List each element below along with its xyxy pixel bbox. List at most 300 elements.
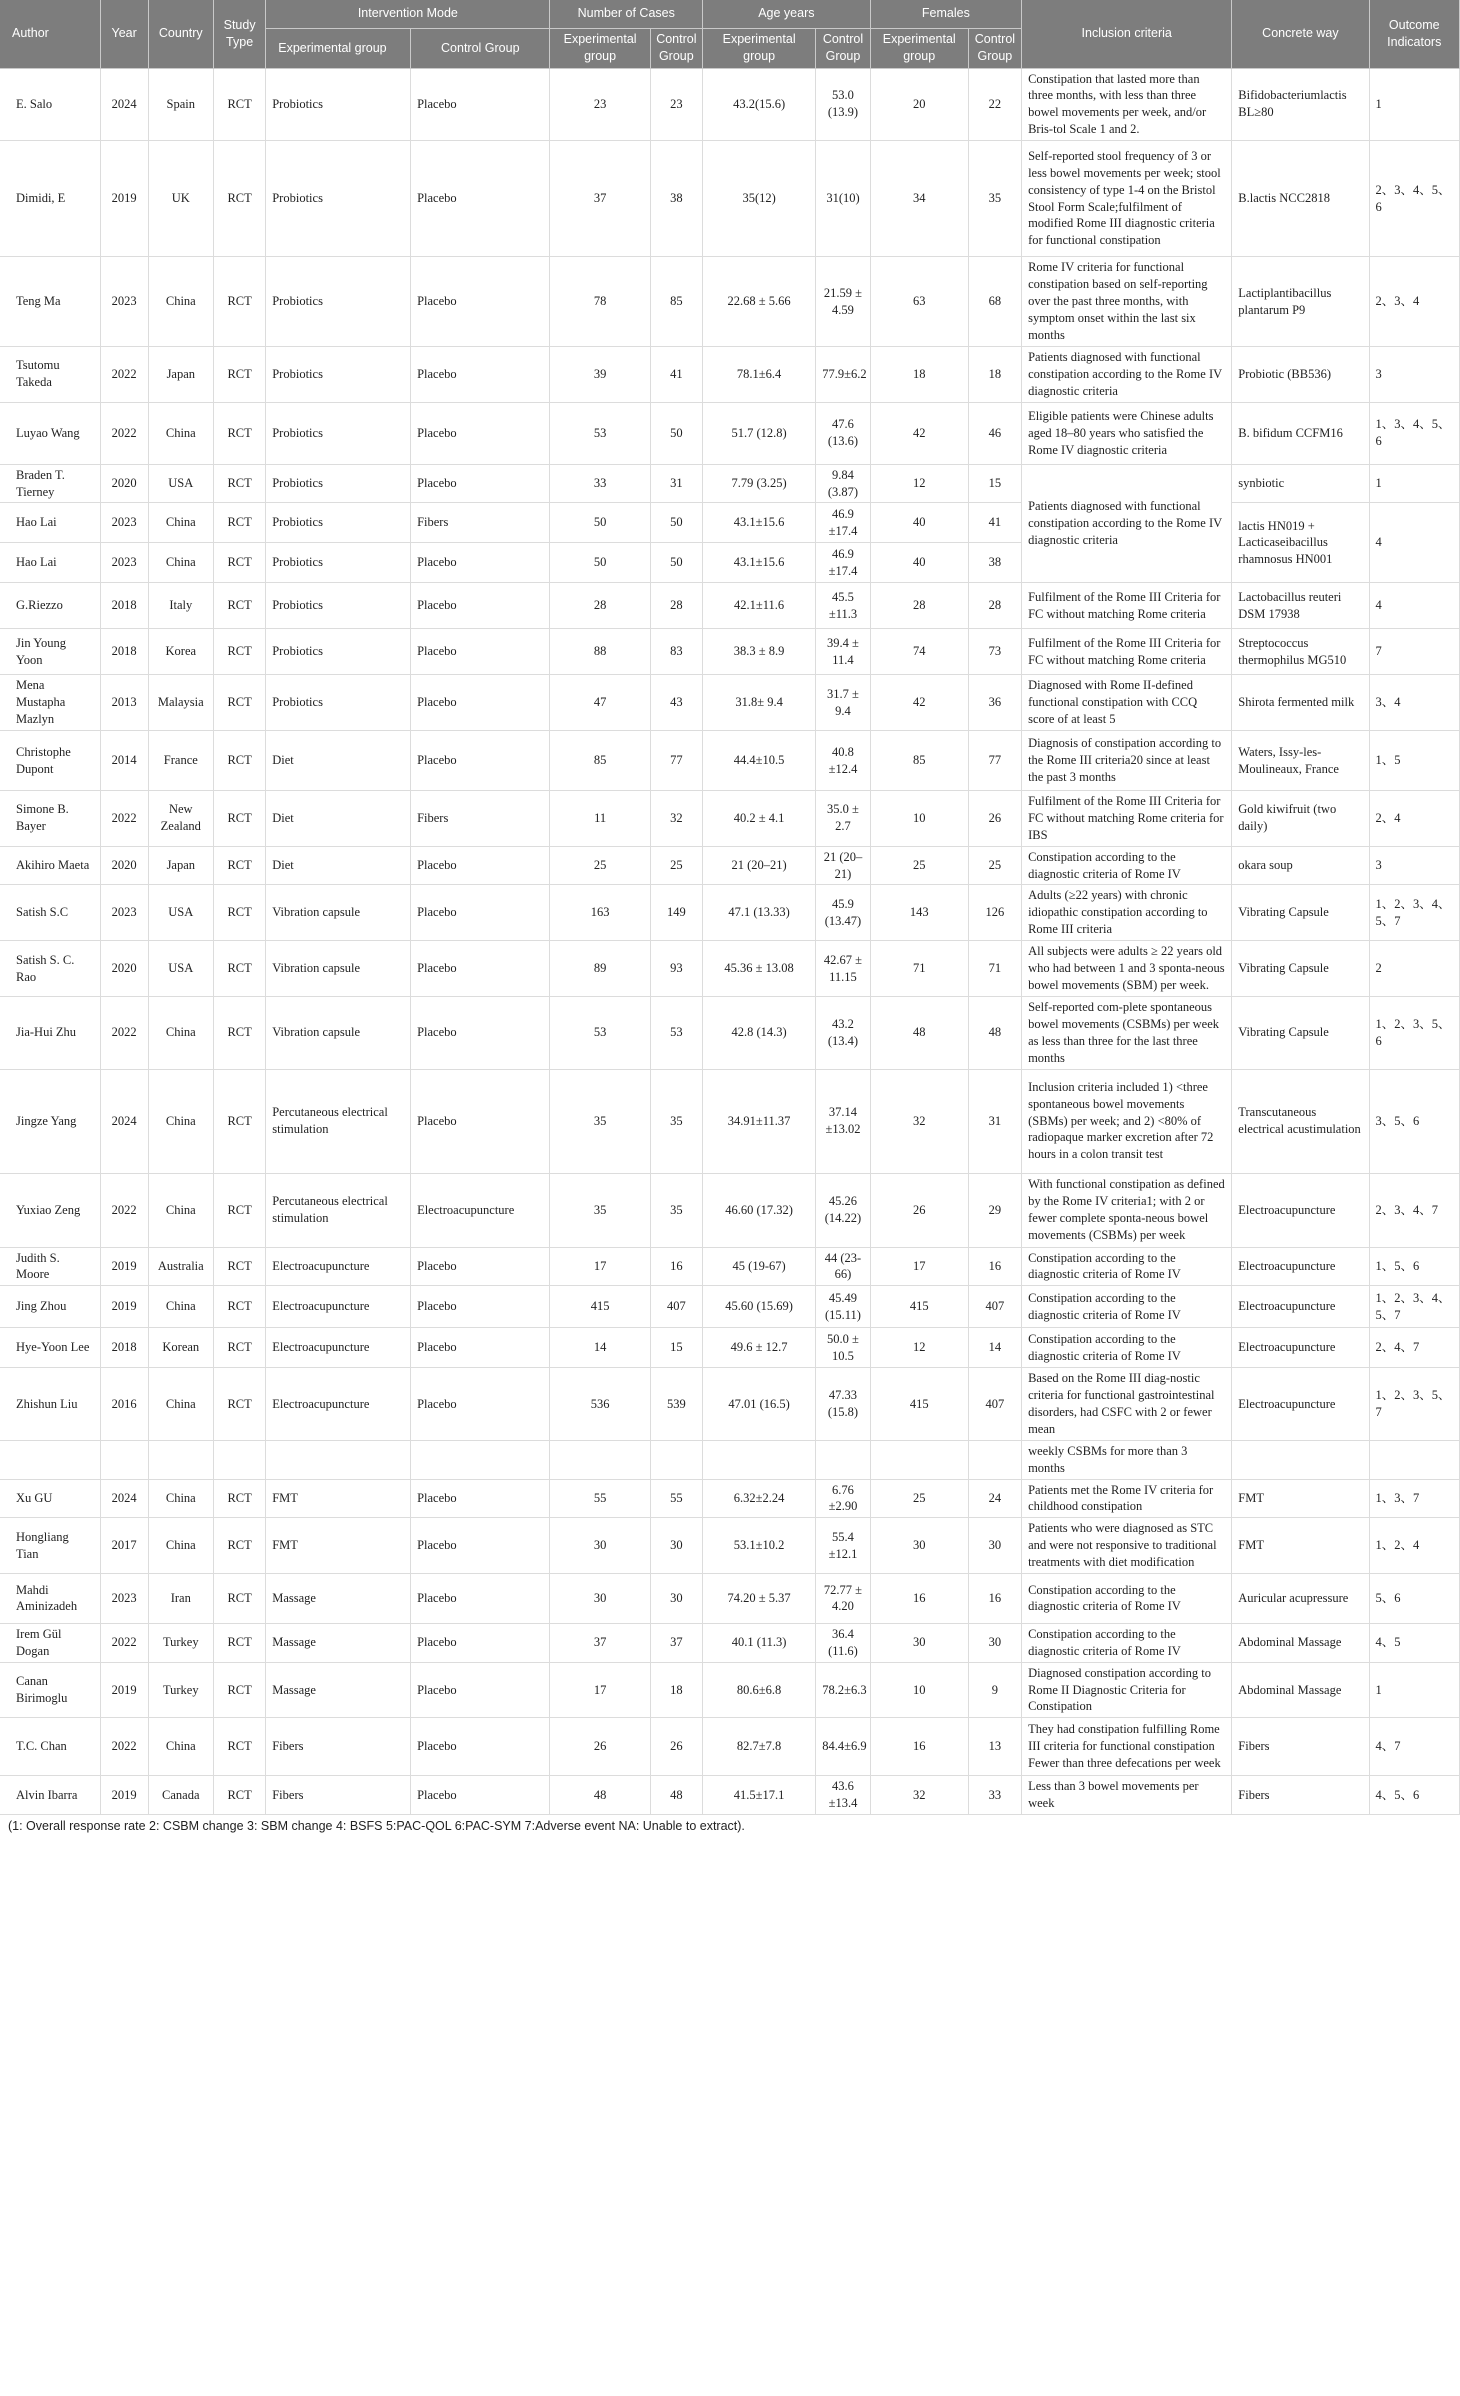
cell-study-type: RCT: [213, 731, 265, 791]
header-concrete-way: Concrete way: [1232, 0, 1369, 68]
cell-country: France: [148, 731, 213, 791]
cell-intervention-control: Placebo: [411, 464, 550, 503]
cell-cases-experimental: 23: [550, 68, 650, 141]
cell-cases-experimental: 78: [550, 257, 650, 347]
cell-study-type: [213, 1440, 265, 1479]
cell-intervention-control: Electroacupuncture: [411, 1173, 550, 1247]
cell-study-type: RCT: [213, 1662, 265, 1718]
cell-outcome-indicators: 3、5、6: [1369, 1069, 1459, 1173]
cell-females-experimental: 26: [870, 1173, 968, 1247]
cell-study-type: RCT: [213, 1479, 265, 1518]
cell-year: 2019: [100, 141, 148, 257]
cell-cases-experimental: 50: [550, 503, 650, 543]
cell-year: 2024: [100, 1479, 148, 1518]
table-row: [0, 68, 1460, 141]
cell-inclusion-criteria: Self-reported stool frequency of 3 or less bowel movements per week; stool consistency of type 1-4 on the Bristol Stool Form Scale;fulfilment of modified Rome III diagnostic criteria for functional constipation: [1022, 141, 1232, 257]
cell-author: Teng Ma: [0, 257, 100, 347]
cell-cases-experimental: 35: [550, 1069, 650, 1173]
cell-cases-experimental: 53: [550, 402, 650, 464]
cell-outcome-indicators: 4: [1369, 583, 1459, 629]
cell-year: 2013: [100, 675, 148, 731]
cell-cases-control: 35: [650, 1173, 702, 1247]
cell-year: 2020: [100, 941, 148, 997]
cell-study-type: RCT: [213, 583, 265, 629]
cell-author: Christophe Dupont: [0, 731, 100, 791]
cell-outcome-indicators: 3: [1369, 846, 1459, 885]
cell-intervention-experimental: Probiotics: [266, 402, 411, 464]
cell-author: Mahdi Aminizadeh: [0, 1573, 100, 1623]
cell-study-type: RCT: [213, 1069, 265, 1173]
cell-outcome-indicators: 1、3、4、5、6: [1369, 402, 1459, 464]
cell-outcome-indicators: 7: [1369, 629, 1459, 675]
cell-outcome-indicators: 1: [1369, 464, 1459, 503]
cell-inclusion-criteria: Constipation according to the diagnostic criteria of Rome IV: [1022, 846, 1232, 885]
cell-inclusion-criteria: Patients diagnosed with functional constipation according to the Rome IV diagnostic criteria: [1022, 347, 1232, 403]
cell-country: Australia: [148, 1247, 213, 1286]
cell-cases-experimental: 48: [550, 1776, 650, 1815]
cell-cases-control: [650, 1440, 702, 1479]
cell-females-control: 36: [968, 675, 1021, 731]
cell-country: USA: [148, 885, 213, 941]
cell-intervention-experimental: Probiotics: [266, 583, 411, 629]
cell-females-experimental: 42: [870, 402, 968, 464]
table-row: [0, 1573, 1460, 1623]
cell-females-control: 407: [968, 1368, 1021, 1441]
cell-year: 2022: [100, 402, 148, 464]
cell-females-experimental: 16: [870, 1718, 968, 1776]
cell-concrete-way: lactis HN019 + Lacticaseibacillus rhamnosus HN001: [1232, 503, 1369, 583]
cell-study-type: RCT: [213, 68, 265, 141]
cell-age-experimental: 49.6 ± 12.7: [702, 1328, 815, 1368]
cell-author: Satish S.C: [0, 885, 100, 941]
cell-year: 2023: [100, 257, 148, 347]
table-row: [0, 257, 1460, 347]
cell-author: Satish S. C. Rao: [0, 941, 100, 997]
cell-age-control: 31(10): [816, 141, 870, 257]
cell-age-experimental: 51.7 (12.8): [702, 402, 815, 464]
cell-country: China: [148, 1479, 213, 1518]
cell-intervention-control: Placebo: [411, 141, 550, 257]
cell-study-type: RCT: [213, 1623, 265, 1662]
cell-concrete-way: okara soup: [1232, 846, 1369, 885]
cell-author: Hongliang Tian: [0, 1518, 100, 1574]
cell-cases-experimental: 37: [550, 1623, 650, 1662]
cell-country: China: [148, 257, 213, 347]
cell-cases-control: 23: [650, 68, 702, 141]
cell-females-control: 29: [968, 1173, 1021, 1247]
cell-age-experimental: 47.1 (13.33): [702, 885, 815, 941]
cell-females-experimental: 20: [870, 68, 968, 141]
cell-inclusion-criteria: Patients diagnosed with functional constipation according to the Rome IV diagnostic criteria: [1022, 464, 1232, 583]
cell-outcome-indicators: 1: [1369, 1662, 1459, 1718]
cell-cases-experimental: 26: [550, 1718, 650, 1776]
table-row: [0, 1662, 1460, 1718]
table-row: [0, 1328, 1460, 1368]
header-inclusion-criteria: Inclusion criteria: [1022, 0, 1232, 68]
cell-country: China: [148, 402, 213, 464]
cell-age-experimental: 78.1±6.4: [702, 347, 815, 403]
cell-age-control: 53.0 (13.9): [816, 68, 870, 141]
cell-concrete-way: Electroacupuncture: [1232, 1286, 1369, 1328]
cell-females-experimental: 34: [870, 141, 968, 257]
cell-females-experimental: 28: [870, 583, 968, 629]
cell-females-experimental: 10: [870, 1662, 968, 1718]
cell-intervention-experimental: Diet: [266, 731, 411, 791]
cell-study-type: RCT: [213, 257, 265, 347]
cell-age-control: 78.2±6.3: [816, 1662, 870, 1718]
cell-outcome-indicators: 5、6: [1369, 1573, 1459, 1623]
cell-age-experimental: 45.60 (15.69): [702, 1286, 815, 1328]
cell-concrete-way: Electroacupuncture: [1232, 1247, 1369, 1286]
cell-country: Japan: [148, 846, 213, 885]
cell-females-control: 33: [968, 1776, 1021, 1815]
cell-age-control: 39.4 ± 11.4: [816, 629, 870, 675]
cell-author: Jia-Hui Zhu: [0, 997, 100, 1070]
cell-inclusion-criteria: All subjects were adults ≥ 22 years old who had between 1 and 3 sponta-neous bowel movements (SBM) per week.: [1022, 941, 1232, 997]
cell-age-experimental: 46.60 (17.32): [702, 1173, 815, 1247]
cell-intervention-control: Placebo: [411, 1368, 550, 1441]
cell-females-experimental: 25: [870, 1479, 968, 1518]
cell-females-experimental: 74: [870, 629, 968, 675]
cell-outcome-indicators: 2、4: [1369, 791, 1459, 847]
cell-study-type: RCT: [213, 846, 265, 885]
cell-females-experimental: 12: [870, 1328, 968, 1368]
cell-cases-experimental: 39: [550, 347, 650, 403]
cell-outcome-indicators: 1、2、3、5、6: [1369, 997, 1459, 1070]
cell-cases-control: 407: [650, 1286, 702, 1328]
cell-study-type: RCT: [213, 141, 265, 257]
cell-females-experimental: 415: [870, 1368, 968, 1441]
cell-intervention-control: Placebo: [411, 543, 550, 583]
cell-outcome-indicators: 1、5、6: [1369, 1247, 1459, 1286]
cell-intervention-control: Placebo: [411, 347, 550, 403]
cell-author: Mena Mustapha Mazlyn: [0, 675, 100, 731]
cell-cases-experimental: 17: [550, 1247, 650, 1286]
cell-country: China: [148, 1286, 213, 1328]
cell-outcome-indicators: 1、2、4: [1369, 1518, 1459, 1574]
cell-age-control: 45.26 (14.22): [816, 1173, 870, 1247]
cell-intervention-experimental: Fibers: [266, 1776, 411, 1815]
cell-outcome-indicators: 4、7: [1369, 1718, 1459, 1776]
cell-intervention-control: Placebo: [411, 1328, 550, 1368]
cell-age-control: 43.6 ±13.4: [816, 1776, 870, 1815]
cell-outcome-indicators: 3: [1369, 347, 1459, 403]
cell-country: China: [148, 997, 213, 1070]
cell-cases-control: 16: [650, 1247, 702, 1286]
table-row: [0, 1440, 1460, 1479]
cell-females-experimental: 18: [870, 347, 968, 403]
cell-cases-control: 53: [650, 997, 702, 1070]
cell-inclusion-criteria: Constipation according to the diagnostic criteria of Rome IV: [1022, 1623, 1232, 1662]
cell-age-experimental: 34.91±11.37: [702, 1069, 815, 1173]
cell-intervention-control: Fibers: [411, 791, 550, 847]
cell-intervention-experimental: FMT: [266, 1479, 411, 1518]
cell-inclusion-criteria: Fulfilment of the Rome III Criteria for FC without matching Rome criteria: [1022, 629, 1232, 675]
cell-year: 2022: [100, 997, 148, 1070]
cell-author: Hao Lai: [0, 543, 100, 583]
table-row: [0, 791, 1460, 847]
header-age-experimental: Experimental group: [702, 28, 815, 68]
cell-age-experimental: 74.20 ± 5.37: [702, 1573, 815, 1623]
cell-age-control: 55.4 ±12.1: [816, 1518, 870, 1574]
cell-inclusion-criteria: Diagnosed constipation according to Rome II Diagnostic Criteria for Constipation: [1022, 1662, 1232, 1718]
cell-age-control: 45.5 ±11.3: [816, 583, 870, 629]
cell-intervention-control: Placebo: [411, 629, 550, 675]
cell-concrete-way: [1232, 1440, 1369, 1479]
cell-cases-control: 50: [650, 402, 702, 464]
table-row: [0, 141, 1460, 257]
cell-country: Turkey: [148, 1662, 213, 1718]
cell-age-control: 35.0 ± 2.7: [816, 791, 870, 847]
cell-inclusion-criteria: Constipation according to the diagnostic criteria of Rome IV: [1022, 1328, 1232, 1368]
table-row: [0, 1518, 1460, 1574]
cell-outcome-indicators: 1、3、7: [1369, 1479, 1459, 1518]
cell-intervention-control: Placebo: [411, 1623, 550, 1662]
header-females-control: Control Group: [968, 28, 1021, 68]
header-study-type: Study Type: [213, 0, 265, 68]
cell-concrete-way: Transcutaneous electrical acustimulation: [1232, 1069, 1369, 1173]
table-row: [0, 731, 1460, 791]
cell-age-experimental: 43.1±15.6: [702, 543, 815, 583]
cell-age-control: 6.76 ±2.90: [816, 1479, 870, 1518]
cell-intervention-experimental: Probiotics: [266, 141, 411, 257]
cell-age-experimental: 40.1 (11.3): [702, 1623, 815, 1662]
cell-study-type: RCT: [213, 1247, 265, 1286]
cell-cases-control: 26: [650, 1718, 702, 1776]
cell-females-control: 28: [968, 583, 1021, 629]
table-body: [0, 68, 1460, 1815]
cell-study-type: RCT: [213, 1518, 265, 1574]
cell-cases-experimental: 11: [550, 791, 650, 847]
cell-females-control: 14: [968, 1328, 1021, 1368]
cell-females-experimental: 415: [870, 1286, 968, 1328]
cell-country: [148, 1440, 213, 1479]
cell-females-control: 77: [968, 731, 1021, 791]
cell-concrete-way: Auricular acupressure: [1232, 1573, 1369, 1623]
cell-age-experimental: [702, 1440, 815, 1479]
cell-age-control: 50.0 ± 10.5: [816, 1328, 870, 1368]
cell-study-type: RCT: [213, 1776, 265, 1815]
cell-inclusion-criteria: weekly CSBMs for more than 3 months: [1022, 1440, 1232, 1479]
cell-cases-control: 28: [650, 583, 702, 629]
cell-intervention-experimental: Diet: [266, 846, 411, 885]
cell-cases-control: 15: [650, 1328, 702, 1368]
cell-country: Japan: [148, 347, 213, 403]
cell-outcome-indicators: [1369, 1440, 1459, 1479]
cell-cases-control: 31: [650, 464, 702, 503]
cell-country: China: [148, 1069, 213, 1173]
cell-inclusion-criteria: Constipation that lasted more than three months, with less than three bowel movements per week, and/or Bris-tol Scale 1 and 2.: [1022, 68, 1232, 141]
cell-country: China: [148, 1518, 213, 1574]
cell-concrete-way: Lactobacillus reuteri DSM 17938: [1232, 583, 1369, 629]
cell-age-experimental: 22.68 ± 5.66: [702, 257, 815, 347]
cell-females-control: 48: [968, 997, 1021, 1070]
cell-study-type: RCT: [213, 629, 265, 675]
cell-age-control: 21.59 ± 4.59: [816, 257, 870, 347]
cell-year: 2022: [100, 1173, 148, 1247]
cell-age-control: 84.4±6.9: [816, 1718, 870, 1776]
cell-females-control: [968, 1440, 1021, 1479]
cell-intervention-experimental: Probiotics: [266, 257, 411, 347]
cell-cases-experimental: 163: [550, 885, 650, 941]
cell-outcome-indicators: 2: [1369, 941, 1459, 997]
cell-females-experimental: 71: [870, 941, 968, 997]
cell-intervention-experimental: Vibration capsule: [266, 885, 411, 941]
cell-intervention-control: Fibers: [411, 503, 550, 543]
cell-intervention-experimental: Probiotics: [266, 675, 411, 731]
cell-females-control: 18: [968, 347, 1021, 403]
cell-concrete-way: Fibers: [1232, 1776, 1369, 1815]
cell-country: Malaysia: [148, 675, 213, 731]
cell-females-control: 24: [968, 1479, 1021, 1518]
cell-intervention-control: Placebo: [411, 1718, 550, 1776]
header-females-experimental: Experimental group: [870, 28, 968, 68]
table-row: [0, 347, 1460, 403]
cell-country: USA: [148, 941, 213, 997]
cell-cases-control: 43: [650, 675, 702, 731]
cell-author: Tsutomu Takeda: [0, 347, 100, 403]
cell-study-type: RCT: [213, 941, 265, 997]
cell-age-control: 46.9 ±17.4: [816, 543, 870, 583]
cell-cases-experimental: 85: [550, 731, 650, 791]
cell-intervention-experimental: Percutaneous electrical stimulation: [266, 1069, 411, 1173]
cell-females-control: 15: [968, 464, 1021, 503]
table-row: [0, 1069, 1460, 1173]
table-row: [0, 1286, 1460, 1328]
cell-cases-experimental: 55: [550, 1479, 650, 1518]
cell-females-experimental: 12: [870, 464, 968, 503]
cell-cases-control: 37: [650, 1623, 702, 1662]
cell-concrete-way: Electroacupuncture: [1232, 1173, 1369, 1247]
cell-cases-control: 50: [650, 503, 702, 543]
cell-females-control: 16: [968, 1247, 1021, 1286]
cell-age-experimental: 43.2(15.6): [702, 68, 815, 141]
cell-inclusion-criteria: Adults (≥22 years) with chronic idiopathic constipation according to Rome III criteria: [1022, 885, 1232, 941]
cell-age-experimental: 35(12): [702, 141, 815, 257]
cell-cases-control: 93: [650, 941, 702, 997]
cell-females-control: 9: [968, 1662, 1021, 1718]
cell-year: 2018: [100, 629, 148, 675]
cell-study-type: RCT: [213, 885, 265, 941]
cell-age-control: 44 (23-66): [816, 1247, 870, 1286]
cell-age-experimental: 45 (19-67): [702, 1247, 815, 1286]
cell-age-experimental: 80.6±6.8: [702, 1662, 815, 1718]
cell-age-experimental: 7.79 (3.25): [702, 464, 815, 503]
cell-females-control: 13: [968, 1718, 1021, 1776]
cell-age-experimental: 43.1±15.6: [702, 503, 815, 543]
cell-intervention-control: Placebo: [411, 1776, 550, 1815]
cell-concrete-way: Vibrating Capsule: [1232, 997, 1369, 1070]
header-intervention-mode: Intervention Mode: [266, 0, 550, 28]
cell-year: 2020: [100, 846, 148, 885]
cell-cases-control: 18: [650, 1662, 702, 1718]
cell-year: 2024: [100, 1069, 148, 1173]
cell-intervention-experimental: FMT: [266, 1518, 411, 1574]
cell-country: Canada: [148, 1776, 213, 1815]
table-row: [0, 1173, 1460, 1247]
cell-females-experimental: 16: [870, 1573, 968, 1623]
cell-intervention-control: Placebo: [411, 941, 550, 997]
cell-females-control: 71: [968, 941, 1021, 997]
cell-author: G.Riezzo: [0, 583, 100, 629]
cell-age-experimental: 45.36 ± 13.08: [702, 941, 815, 997]
cell-study-type: RCT: [213, 543, 265, 583]
cell-intervention-experimental: Electroacupuncture: [266, 1247, 411, 1286]
cell-inclusion-criteria: They had constipation fulfilling Rome III criteria for functional constipation Fewer than three defecations per week: [1022, 1718, 1232, 1776]
cell-cases-experimental: 35: [550, 1173, 650, 1247]
cell-study-type: RCT: [213, 997, 265, 1070]
cell-year: 2018: [100, 1328, 148, 1368]
footnote: (1: Overall response rate 2: CSBM change 3: SBM change 4: BSFS 5:PAC-QOL 6:PAC-SYM 7:Adverse event NA: Unable to extract).: [8, 1819, 745, 1833]
cell-intervention-experimental: Vibration capsule: [266, 941, 411, 997]
cell-concrete-way: Probiotic (BB536): [1232, 347, 1369, 403]
cell-females-experimental: 40: [870, 543, 968, 583]
header-cases-control: Control Group: [650, 28, 702, 68]
cell-study-type: RCT: [213, 402, 265, 464]
cell-intervention-experimental: Probiotics: [266, 503, 411, 543]
cell-cases-control: 32: [650, 791, 702, 847]
cell-cases-experimental: 47: [550, 675, 650, 731]
cell-year: 2022: [100, 1718, 148, 1776]
cell-intervention-experimental: Vibration capsule: [266, 997, 411, 1070]
cell-intervention-experimental: Massage: [266, 1662, 411, 1718]
cell-cases-experimental: 89: [550, 941, 650, 997]
cell-females-experimental: 143: [870, 885, 968, 941]
cell-intervention-control: Placebo: [411, 1573, 550, 1623]
cell-inclusion-criteria: Patients met the Rome IV criteria for childhood constipation: [1022, 1479, 1232, 1518]
cell-cases-experimental: 28: [550, 583, 650, 629]
cell-intervention-experimental: Electroacupuncture: [266, 1368, 411, 1441]
cell-age-experimental: 38.3 ± 8.9: [702, 629, 815, 675]
cell-outcome-indicators: 1、2、3、4、5、7: [1369, 885, 1459, 941]
cell-females-experimental: 30: [870, 1623, 968, 1662]
cell-cases-control: 50: [650, 543, 702, 583]
cell-author: T.C. Chan: [0, 1718, 100, 1776]
cell-concrete-way: FMT: [1232, 1518, 1369, 1574]
cell-intervention-experimental: [266, 1440, 411, 1479]
cell-females-experimental: [870, 1440, 968, 1479]
cell-age-control: 40.8 ±12.4: [816, 731, 870, 791]
cell-concrete-way: Fibers: [1232, 1718, 1369, 1776]
cell-intervention-control: Placebo: [411, 731, 550, 791]
cell-outcome-indicators: 1、2、3、4、5、7: [1369, 1286, 1459, 1328]
cell-year: 2022: [100, 791, 148, 847]
cell-outcome-indicators: 2、3、4、7: [1369, 1173, 1459, 1247]
cell-outcome-indicators: 1、2、3、5、7: [1369, 1368, 1459, 1441]
cell-year: 2023: [100, 885, 148, 941]
cell-intervention-experimental: Massage: [266, 1623, 411, 1662]
cell-intervention-experimental: Massage: [266, 1573, 411, 1623]
cell-females-experimental: 42: [870, 675, 968, 731]
cell-author: Zhishun Liu: [0, 1368, 100, 1441]
cell-age-control: 31.7 ± 9.4: [816, 675, 870, 731]
cell-intervention-control: Placebo: [411, 885, 550, 941]
cell-intervention-experimental: Probiotics: [266, 543, 411, 583]
cell-age-control: 45.49 (15.11): [816, 1286, 870, 1328]
cell-females-control: 16: [968, 1573, 1021, 1623]
cell-cases-control: 55: [650, 1479, 702, 1518]
table-row: [0, 941, 1460, 997]
cell-females-control: 35: [968, 141, 1021, 257]
cell-study-type: RCT: [213, 464, 265, 503]
cell-cases-experimental: 25: [550, 846, 650, 885]
cell-country: Italy: [148, 583, 213, 629]
cell-concrete-way: Streptococcus thermophilus MG510: [1232, 629, 1369, 675]
cell-age-experimental: 41.5±17.1: [702, 1776, 815, 1815]
cell-age-experimental: 47.01 (16.5): [702, 1368, 815, 1441]
cell-author: [0, 1440, 100, 1479]
cell-author: Braden T. Tierney: [0, 464, 100, 503]
